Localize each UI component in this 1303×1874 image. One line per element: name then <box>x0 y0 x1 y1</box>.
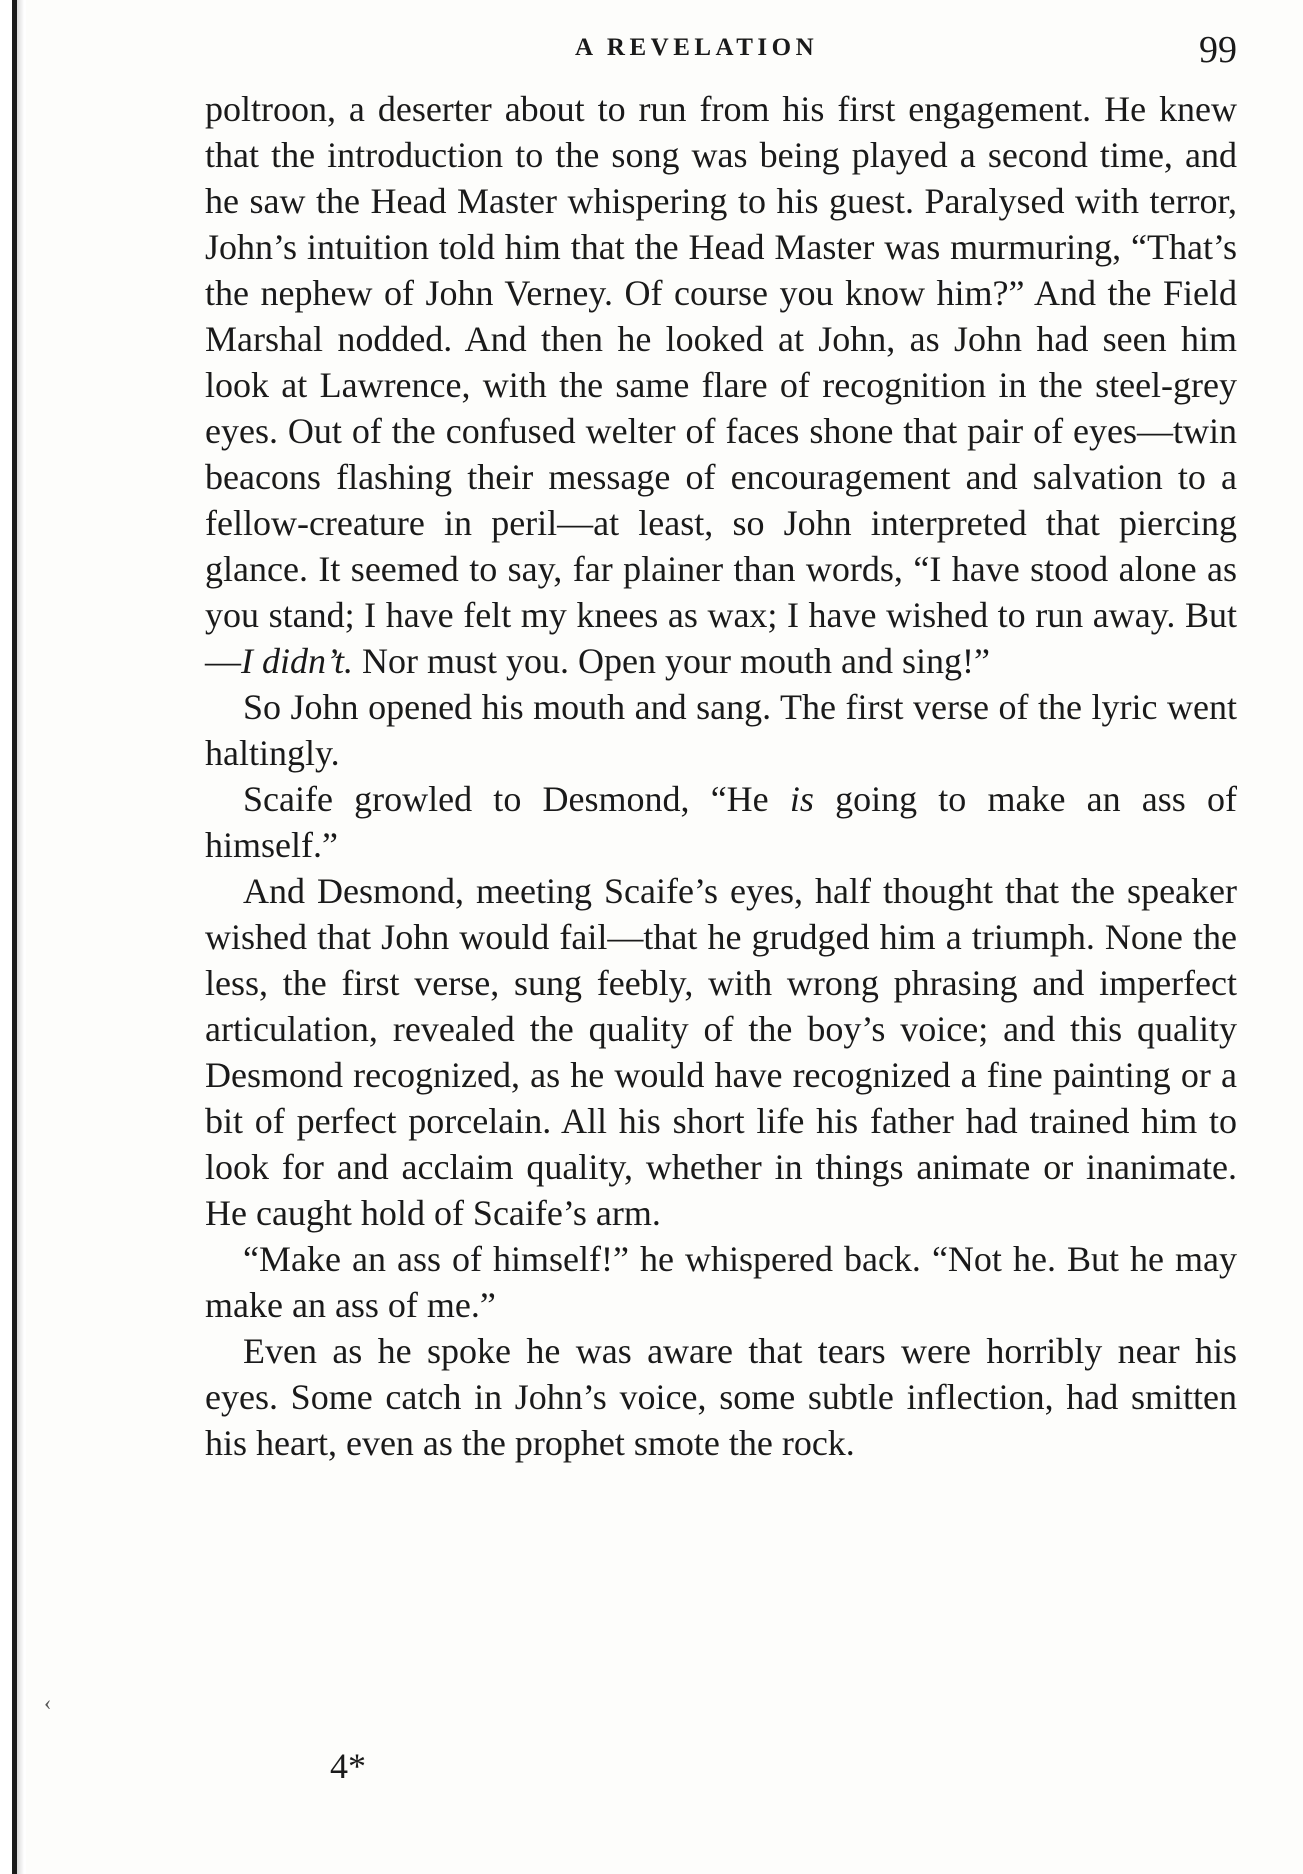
running-head <box>205 30 1237 74</box>
body-text <box>205 86 1237 1466</box>
signature-mark: 4* <box>330 1746 366 1786</box>
paragraph-4: And Desmond, meeting Scaife’s eyes, half thought that the speaker wished that John would fail—that he grudged him a triumph. None the less, the first verse, sung feebly, with wrong phrasing and imperfect articulation, revealed the quality of the boy’s voice; and this quality Desmond recognized, as he would have recognized a fine painting or a bit of perfect porcelain. All his short life his father had trained him to look for and acclaim quality, whether in things animate or inanimate. He caught hold of Scaife’s arm. <box>205 871 1237 1233</box>
margin-mark: ‹ <box>44 1690 52 1715</box>
paragraph-3-italic: is <box>789 779 814 819</box>
paragraph-1-text: poltroon, a deserter about to run from his first engagement. He knew that the introduction to the song was being played a second time, and he saw the Head Master whispering to his guest. Paralysed with terror, John’s intuition told him that the Head Master was murmuring, “That’s the nephew of John Verney. Of course you know him?” And the Field Marshal nodded. And then he looked at John, as John had seen him look at Lawrence, with the same flare of recognition in the steel-grey eyes. Out of the confused welter of faces shone that pair of eyes—twin beacons flashing their message of encouragement and salvation to a fellow-creature in peril—at least, so John interpreted that piercing glance. It seemed to say, far plainer than words, “I have stood alone as you stand; I have felt my knees as wax; I have wished to run away. But— <box>205 89 1237 681</box>
paragraph-5: “Make an ass of himself!” he whispered back. “Not he. But he may make an ass of me.” <box>205 1239 1237 1325</box>
paragraph-2: So John opened his mouth and sang. The first verse of the lyric went haltingly. <box>205 687 1237 773</box>
paragraph-6: Even as he spoke he was aware that tears were horribly near his eyes. Some catch in John’s voice, some subtle inflection, had smitten his heart, even as the prophet smote the rock. <box>205 1331 1237 1463</box>
running-title: A REVELATION <box>575 34 819 61</box>
page-number: 99 <box>1199 29 1237 71</box>
paragraph-3-end: going to make an ass of himself.” <box>205 779 1237 865</box>
paragraph-1 <box>205 86 1237 684</box>
paragraph-1-italic: I didn’t. <box>241 641 353 681</box>
paragraph-3 <box>205 776 1237 868</box>
paragraph-3-start: Scaife growled to Desmond, “He <box>243 779 790 819</box>
binding-gutter <box>0 0 26 1874</box>
paragraph-1-tail: Nor must you. Open your mouth and sing!” <box>353 641 990 681</box>
